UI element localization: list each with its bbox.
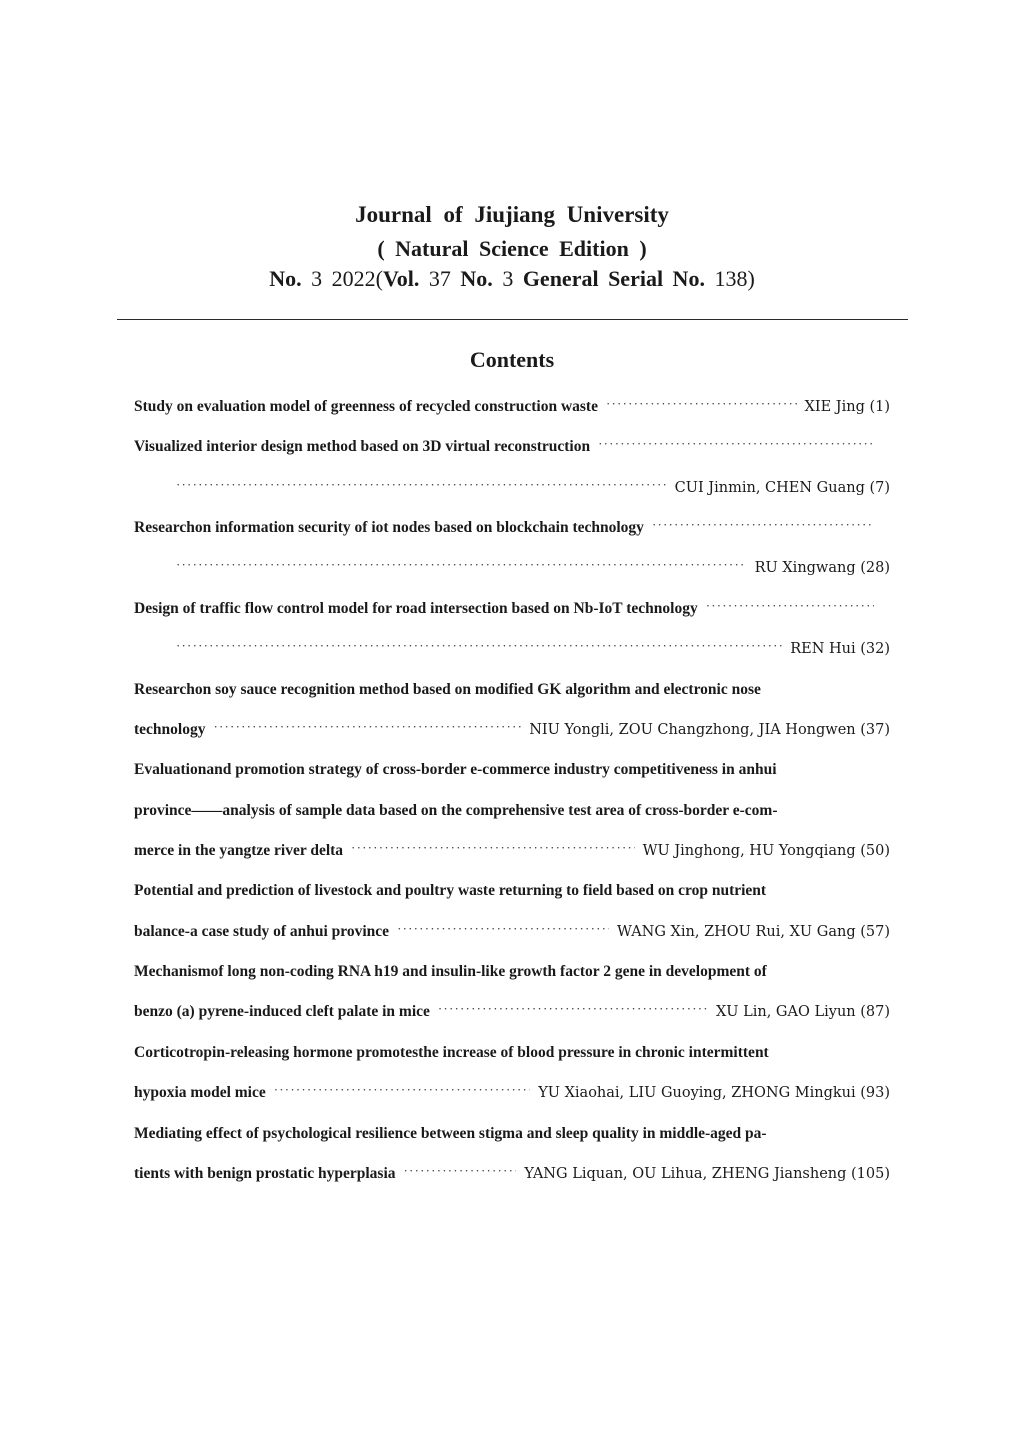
- entry-title-line[interactable]: technology: [134, 721, 206, 738]
- entry-title-line[interactable]: balance-a case study of anhui province: [134, 923, 390, 940]
- entry-authors: RU Xingwang (28): [754, 560, 890, 576]
- entry-title[interactable]: Visualized interior design method based on 3D virtual reconstruction: [134, 438, 591, 455]
- entry-title[interactable]: Researchon information security of iot nodes based on blockchain technology: [134, 519, 644, 536]
- number-label: No.: [460, 266, 493, 291]
- toc-entry-continuation: [134, 1081, 890, 1105]
- entry-title-line[interactable]: benzo (a) pyrene-induced cleft palate in mice: [134, 1003, 430, 1020]
- entry-authors: XIE Jing (1): [804, 399, 890, 415]
- issue-no-label: No.: [269, 266, 302, 291]
- entry-title-line[interactable]: Researchon soy sauce recognition method based on modified GK algorithm and electronic nose: [134, 681, 761, 698]
- journal-edition: ( Natural Science Edition ): [377, 236, 647, 261]
- entry-authors: WANG Xin, ZHOU Rui, XU Gang (57): [617, 924, 890, 940]
- entry-title-line[interactable]: Evaluationand promotion strategy of cross-border e-commerce industry competitiveness in anhui: [134, 761, 777, 778]
- serial-label: General Serial No.: [522, 266, 705, 291]
- entry-title-line[interactable]: Mechanismof long non-coding RNA h19 and insulin-like growth factor 2 gene in development of: [134, 963, 767, 980]
- leader-dots: [397, 921, 609, 937]
- leader-dots: [652, 517, 874, 533]
- toc-entry[interactable]: [134, 597, 882, 621]
- leader-dots: [176, 638, 782, 654]
- leader-dots: [274, 1082, 530, 1098]
- leader-dots: [213, 719, 521, 735]
- issue-year: 2022(: [331, 266, 383, 291]
- entry-authors: WU Jinghong, HU Yongqiang (50): [642, 843, 890, 859]
- leader-dots: [404, 1163, 517, 1179]
- toc-entry[interactable]: [134, 1041, 890, 1065]
- entry-title[interactable]: Study on evaluation model of greenness of recycled construction waste: [134, 398, 598, 415]
- toc-entry-continuation: [134, 1162, 890, 1186]
- toc-entry[interactable]: [134, 879, 890, 903]
- toc-entry-continuation: [176, 556, 890, 580]
- entry-authors: REN Hui (32): [790, 641, 890, 657]
- toc-entry-continuation: [134, 920, 890, 944]
- header-divider: [117, 319, 908, 320]
- toc-entry[interactable]: [134, 516, 882, 540]
- toc-entry[interactable]: [134, 395, 890, 419]
- toc-entry[interactable]: [134, 1122, 890, 1146]
- toc-entry[interactable]: [134, 435, 882, 459]
- journal-title: Journal of Jiujiang University: [355, 202, 669, 227]
- entry-title[interactable]: Design of traffic flow control model for road intersection based on Nb-IoT technology: [134, 600, 698, 617]
- contents-heading: Contents: [469, 347, 555, 372]
- toc-entry-continuation: [176, 637, 890, 661]
- volume-number: 37: [428, 266, 451, 291]
- entry-title-line[interactable]: hypoxia model mice: [134, 1084, 266, 1101]
- toc-entry-continuation: [134, 1000, 890, 1024]
- leader-dots: [598, 436, 874, 452]
- toc-entry-continuation: [134, 839, 890, 863]
- leader-dots: [706, 598, 874, 614]
- toc-entry[interactable]: [134, 960, 890, 984]
- toc-entry-continuation: [176, 476, 890, 500]
- entry-authors: XU Lin, GAO Liyun (87): [715, 1004, 890, 1020]
- toc-entry[interactable]: [134, 758, 890, 782]
- entry-title-line[interactable]: tients with benign prostatic hyperplasia: [134, 1165, 396, 1182]
- entry-authors: CUI Jinmin, CHEN Guang (7): [674, 480, 890, 496]
- issue-line: [0, 266, 1024, 292]
- entry-authors: YANG Liquan, OU Lihua, ZHENG Jiansheng (105): [524, 1166, 890, 1182]
- leader-dots: [438, 1001, 708, 1017]
- entry-authors: YU Xiaohai, LIU Guoying, ZHONG Mingkui (93): [538, 1085, 890, 1101]
- issue-no: 3: [311, 266, 323, 291]
- leader-dots: [606, 396, 797, 412]
- toc-entry-continuation: [134, 718, 890, 742]
- entry-title-line[interactable]: Potential and prediction of livestock and poultry waste returning to field based on crop nutrient: [134, 882, 767, 899]
- entry-title-line[interactable]: province——analysis of sample data based on the comprehensive test area of cross-border e-com-: [134, 802, 778, 819]
- leader-dots: [176, 557, 747, 573]
- entry-title-line[interactable]: Corticotropin-releasing hormone promotesthe increase of blood pressure in chronic intermittent: [134, 1044, 769, 1061]
- leader-dots: [351, 840, 635, 856]
- volume-label: Vol.: [382, 266, 420, 291]
- number-value: 3: [502, 266, 514, 291]
- entry-title-line[interactable]: Mediating effect of psychological resilience between stigma and sleep quality in middle-aged pa-: [134, 1125, 767, 1142]
- leader-dots: [176, 477, 667, 493]
- serial-number: 138): [714, 266, 755, 291]
- toc-entry[interactable]: [134, 678, 890, 702]
- entry-authors: NIU Yongli, ZOU Changzhong, JIA Hongwen (37): [529, 722, 890, 738]
- toc-entry-continuation: [134, 799, 890, 823]
- entry-title-line[interactable]: merce in the yangtze river delta: [134, 842, 344, 859]
